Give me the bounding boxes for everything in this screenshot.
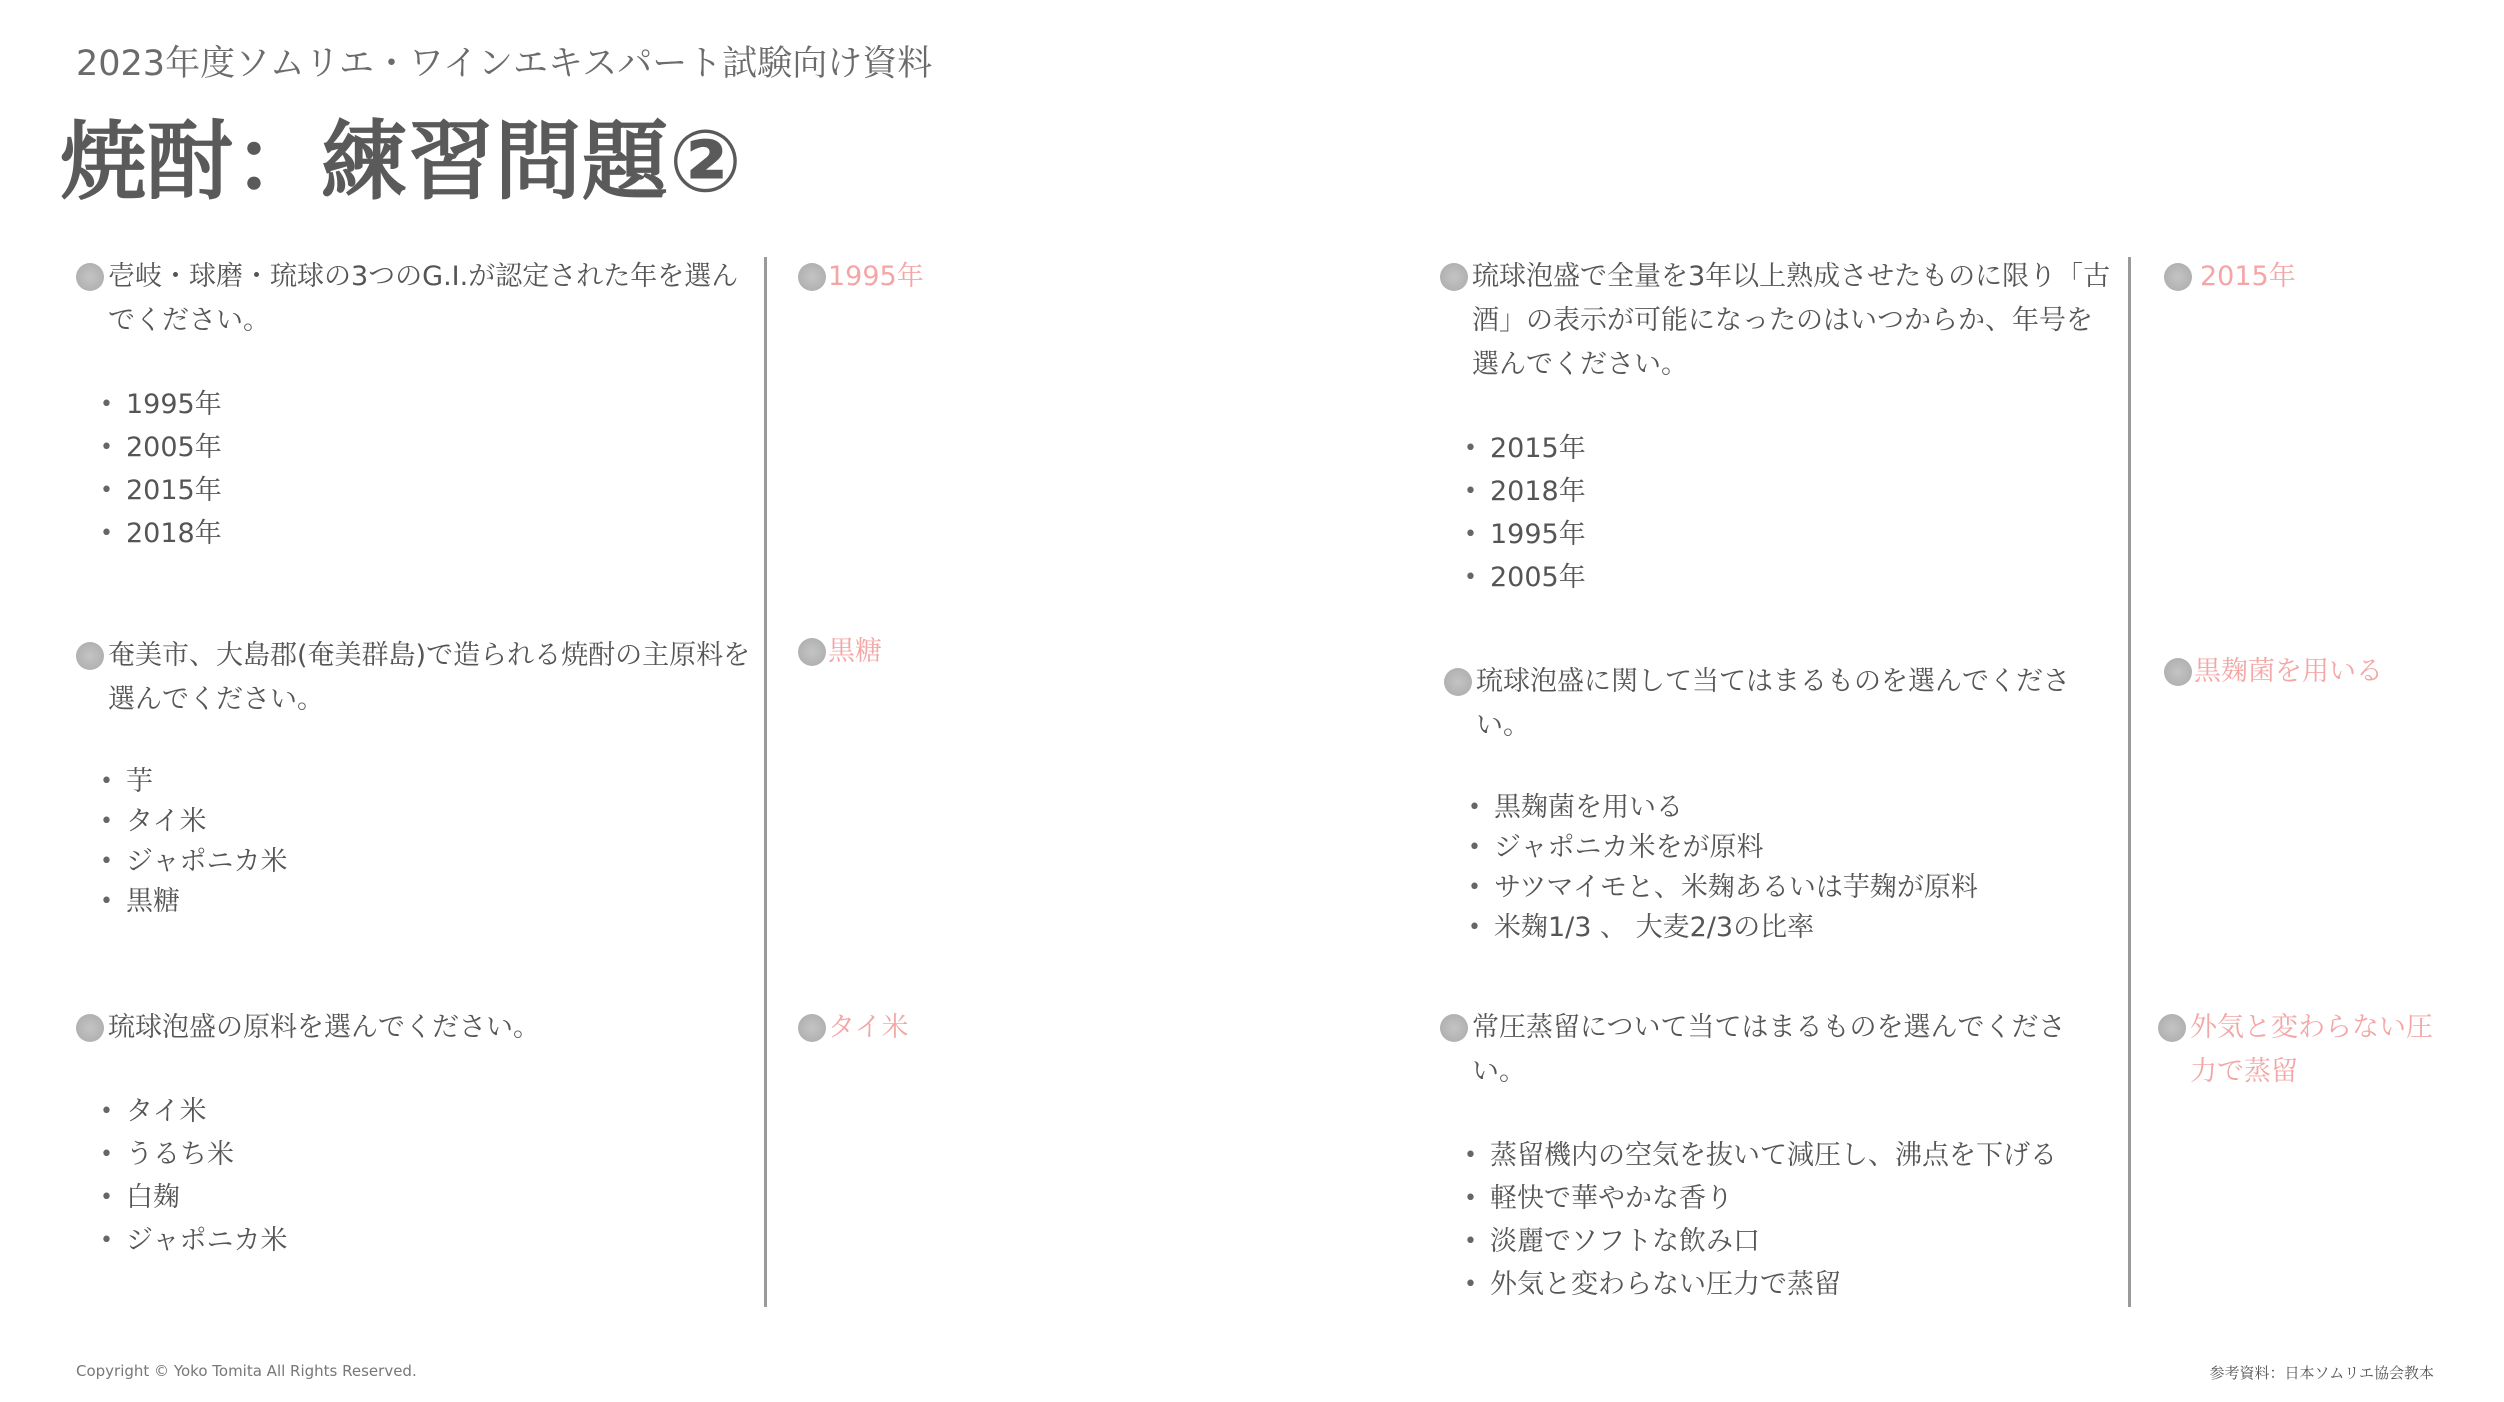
question-2: [76, 634, 766, 922]
choice-item: • 1995年: [1464, 513, 2112, 556]
choice-item: • ジャポニカ米: [100, 842, 766, 882]
question-text: 常圧蒸留について当てはまるものを選んでください。: [1440, 1006, 2112, 1094]
deck-subtitle: 2023年度ソムリエ・ワインエキスパート試験向け資料: [76, 44, 933, 84]
column-divider-right: [2128, 257, 2131, 1307]
question-3: [76, 1006, 741, 1262]
choice-list: [1440, 427, 2112, 599]
choice-item: • 2005年: [1464, 556, 2112, 599]
question-text: 奄美市、大島郡(奄美群島)で造られる焼酎の主原料を選んでください。: [76, 634, 766, 722]
question-1: [76, 255, 741, 555]
answer-text: 1995年: [828, 261, 924, 292]
choice-item: • 2015年: [100, 469, 741, 512]
bullet-dot-icon: [2164, 263, 2192, 291]
choice-list: [1440, 1134, 2112, 1306]
answer-4: [2164, 255, 2296, 299]
choice-item: • 米麹1/3 、 大麦2/3の比率: [1468, 908, 2116, 948]
question-6: [1440, 1006, 2112, 1306]
choice-item: • 2018年: [100, 512, 741, 555]
bullet-dot-icon: [1440, 263, 1468, 291]
choice-item: • サツマイモと、米麹あるいは芋麹が原料: [1468, 868, 2116, 908]
question-text: 壱岐・球磨・琉球の3つのG.I.が認定された年を選んでください。: [76, 255, 741, 343]
choice-list: [1444, 788, 2116, 948]
bullet-dot-icon: [76, 642, 104, 670]
answer-text: タイ米: [828, 1012, 909, 1043]
bullet-dot-icon: [1440, 1014, 1468, 1042]
reference-note: 参考資料：日本ソムリエ協会教本: [2209, 1364, 2434, 1382]
bullet-dot-icon: [798, 263, 826, 291]
answer-text: 黒麹菌を用いる: [2194, 656, 2383, 687]
choice-item: • 2015年: [1464, 427, 2112, 470]
page-title: 焼酎：練習問題②: [60, 112, 743, 212]
choice-item: • ジャポニカ米をが原料: [1468, 828, 2116, 868]
bullet-dot-icon: [2164, 658, 2192, 686]
choice-item: • 外気と変わらない圧力で蒸留: [1464, 1263, 2112, 1306]
choice-item: • ジャポニカ米: [100, 1219, 741, 1262]
answer-5: [2164, 650, 2383, 694]
question-text: 琉球泡盛に関して当てはまるものを選んでください。: [1444, 660, 2116, 748]
choice-item: • 芋: [100, 762, 766, 802]
bullet-dot-icon: [2158, 1014, 2186, 1042]
choice-item: • 蒸留機内の空気を抜いて減圧し、沸点を下げる: [1464, 1134, 2112, 1177]
choice-item: • 白麹: [100, 1176, 741, 1219]
answer-text: 黒糖: [828, 636, 882, 667]
answer-text: 外気と変わらない圧力で蒸留: [2190, 1012, 2433, 1087]
choice-item: • 1995年: [100, 383, 741, 426]
choice-item: • 黒麹菌を用いる: [1468, 788, 2116, 828]
choice-item: • 2018年: [1464, 470, 2112, 513]
answer-text: 2015年: [2200, 261, 2296, 292]
answer-6: [2158, 1006, 2448, 1094]
question-text: 琉球泡盛の原料を選んでください。: [76, 1006, 741, 1050]
choice-list: [76, 383, 741, 555]
choice-item: • うるち米: [100, 1133, 741, 1176]
question-4: [1440, 255, 2112, 599]
copyright-notice: Copyright © Yoko Tomita All Rights Reserved.: [76, 1362, 417, 1380]
choice-item: • タイ米: [100, 1090, 741, 1133]
bullet-dot-icon: [76, 1014, 104, 1042]
choice-list: [76, 1090, 741, 1262]
answer-1: [798, 255, 924, 299]
bullet-dot-icon: [1444, 668, 1472, 696]
question-text: 琉球泡盛で全量を3年以上熟成させたものに限り「古酒」の表示が可能になったのはいつからか、年号を選んでください。: [1440, 255, 2112, 387]
choice-item: • タイ米: [100, 802, 766, 842]
bullet-dot-icon: [798, 638, 826, 666]
bullet-dot-icon: [76, 263, 104, 291]
question-5: [1444, 660, 2116, 948]
bullet-dot-icon: [798, 1014, 826, 1042]
choice-item: • 2005年: [100, 426, 741, 469]
answer-2: [798, 630, 882, 674]
choice-item: • 黒糖: [100, 882, 766, 922]
answer-3: [798, 1006, 908, 1050]
choice-item: • 軽快で華やかな香り: [1464, 1177, 2112, 1220]
choice-item: • 淡麗でソフトな飲み口: [1464, 1220, 2112, 1263]
choice-list: [76, 762, 766, 922]
